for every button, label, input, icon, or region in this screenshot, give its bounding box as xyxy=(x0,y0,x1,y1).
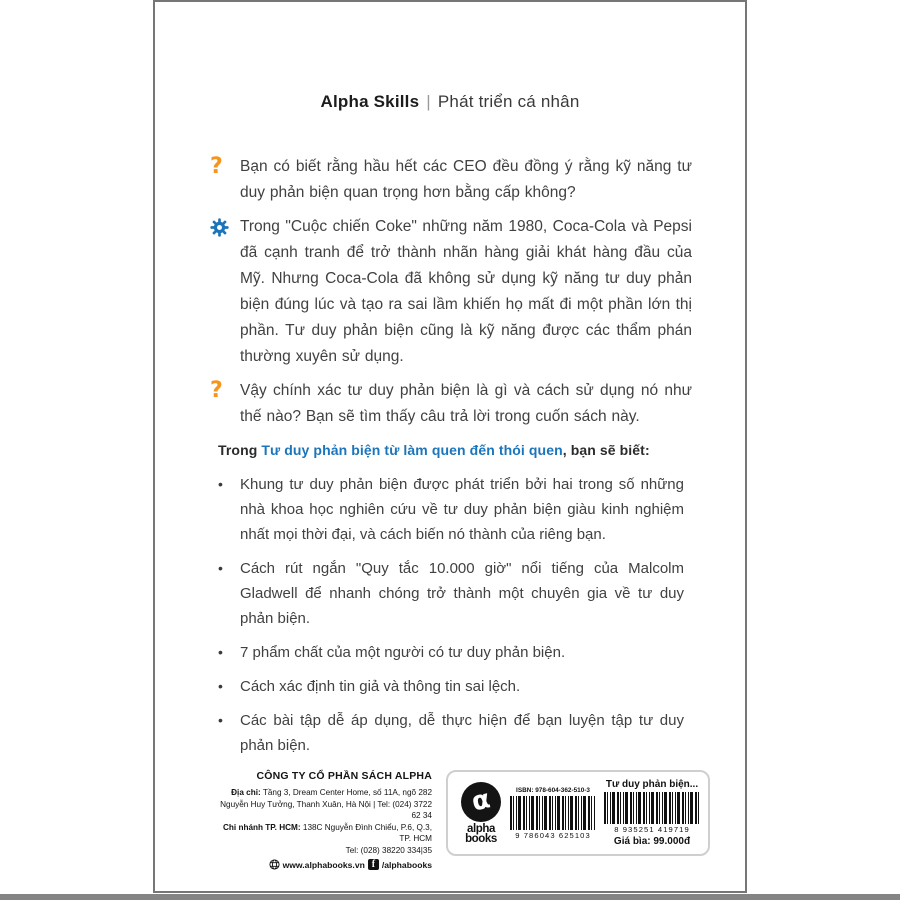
alpha-books-logo-text xyxy=(456,825,506,844)
publisher-name: CÔNG TY CỔ PHẦN SÁCH ALPHA xyxy=(256,770,432,782)
facebook-icon: f xyxy=(368,859,379,870)
publisher-address-line xyxy=(210,822,432,845)
price-label: Giá bìa: 99.000đ xyxy=(613,836,691,847)
bullet-icon: • xyxy=(218,560,223,576)
highlight-sentence xyxy=(218,442,692,458)
bullet-icon: • xyxy=(218,712,223,728)
page-bottom-edge xyxy=(0,894,900,900)
alpha-books-logo xyxy=(456,782,506,844)
list-item xyxy=(218,640,684,665)
isbn-barcode xyxy=(510,787,596,840)
bullet-icon: • xyxy=(218,644,223,660)
intro-paragraph-3 xyxy=(210,378,692,430)
barcode-box xyxy=(446,770,710,856)
short-title: Tư duy phản biện... xyxy=(605,779,699,790)
list-item-text: Cách rút ngắn "Quy tắc 10.000 giờ" nổi tiếng của Malcolm Gladwell để nhanh chóng trở thành một chuyên gia về tư duy phản biện. xyxy=(240,560,684,627)
list-item xyxy=(218,472,684,547)
logo-line: books xyxy=(465,832,497,845)
publisher-info xyxy=(210,770,432,870)
publisher-phone-line: Tel: (028) 38220 334|35 xyxy=(345,845,432,855)
alpha-symbol: α xyxy=(469,784,493,818)
ean-digits: 8 935251 419719 xyxy=(614,825,690,834)
bullet-icon: • xyxy=(218,678,223,694)
list-item-text: 7 phẩm chất của một người có tư duy phản biện. xyxy=(240,644,566,661)
list-item xyxy=(218,674,684,699)
publisher-address-line xyxy=(210,787,432,799)
list-item xyxy=(218,556,684,631)
benefits-list xyxy=(218,472,684,758)
logo-line: alpha xyxy=(466,823,496,835)
bullet-icon: • xyxy=(218,476,223,492)
publisher-address-line: Nguyễn Huy Tưởng, Thanh Xuân, Hà Nội | Tel: (024) 3722 62 34 xyxy=(220,799,432,820)
facebook-handle: /alphabooks xyxy=(381,859,432,870)
icon-column xyxy=(210,378,240,430)
intro-paragraph-2 xyxy=(210,214,692,370)
question-icon: ? xyxy=(210,378,223,403)
publisher-footer xyxy=(210,770,710,870)
ean-barcode xyxy=(604,779,700,847)
list-item-text: Khung tư duy phản biện được phát triển bởi hai trong số những nhà khoa học nghiên cứu về tư duy phản biện giàu kinh nghiệm nhất mọi thời đại, và cách biến nó thành của riêng bạn. xyxy=(240,476,684,543)
book-back-cover xyxy=(153,0,747,893)
cover-body xyxy=(210,154,692,758)
address-value: Tầng 3, Dream Center Home, số 11A, ngõ 282 xyxy=(260,788,432,797)
branch-label: Chi nhánh TP. HCM: xyxy=(222,822,301,832)
list-item-text: Cách xác định tin giả và thông tin sai lệch. xyxy=(240,678,521,695)
header-separator: | xyxy=(426,92,431,111)
intro-paragraph-1 xyxy=(210,154,692,206)
paragraph-text: Trong "Cuộc chiến Coke" những năm 1980, Coca-Cola và Pepsi đã cạnh tranh để trở thành nhãn hàng giải khát hàng đầu của Mỹ. Nhưng Coca-Cola đã không sử dụng kỹ năng tư duy phản biện đúng lúc và tạo ra sai lầm khiến họ mất đi một phần lớn thị phần. Tư duy phản biện cũng là kỹ năng được các thẩm phán thường xuyên sử dụng. xyxy=(240,218,692,365)
question-icon: ? xyxy=(210,154,223,179)
ean-barcode-bars xyxy=(604,792,700,824)
list-item-text: Các bài tập dễ áp dụng, dễ thực hiện để bạn luyện tập tư duy phản biện. xyxy=(240,712,684,754)
globe-icon xyxy=(269,859,280,870)
series-brand: Alpha Skills xyxy=(320,92,420,111)
branch-value: 138C Nguyễn Đình Chiểu, P.6, Q.3, TP. HCM xyxy=(300,822,432,843)
highlight-prefix: Trong xyxy=(218,442,262,458)
address-label: Địa chỉ: xyxy=(231,788,261,797)
icon-column xyxy=(210,154,240,206)
icon-column xyxy=(210,214,240,370)
isbn-digits: 9 786043 625103 xyxy=(515,830,591,840)
alpha-books-logo-mark xyxy=(461,782,501,822)
series-category: Phát triển cá nhân xyxy=(437,92,580,111)
website-text: www.alphabooks.vn xyxy=(282,859,365,870)
isbn-label: ISBN: 978-604-362-510-3 xyxy=(516,786,590,794)
list-item xyxy=(218,708,684,758)
book-title: Tư duy phản biện từ làm quen đến thói quen xyxy=(261,442,563,458)
isbn-barcode-bars xyxy=(510,796,596,830)
paragraph-text: Vậy chính xác tư duy phản biện là gì và cách sử dụng nó như thế nào? Bạn sẽ tìm thấy câu trả lời trong cuốn sách này. xyxy=(240,382,692,425)
gear-icon xyxy=(210,218,229,246)
publisher-links xyxy=(210,859,432,870)
paragraph-text: Bạn có biết rằng hầu hết các CEO đều đồng ý rằng kỹ năng tư duy phản biện quan trọng hơn bằng cấp không? xyxy=(240,158,692,201)
series-header xyxy=(155,92,745,112)
highlight-suffix: , bạn sẽ biết: xyxy=(562,442,650,458)
